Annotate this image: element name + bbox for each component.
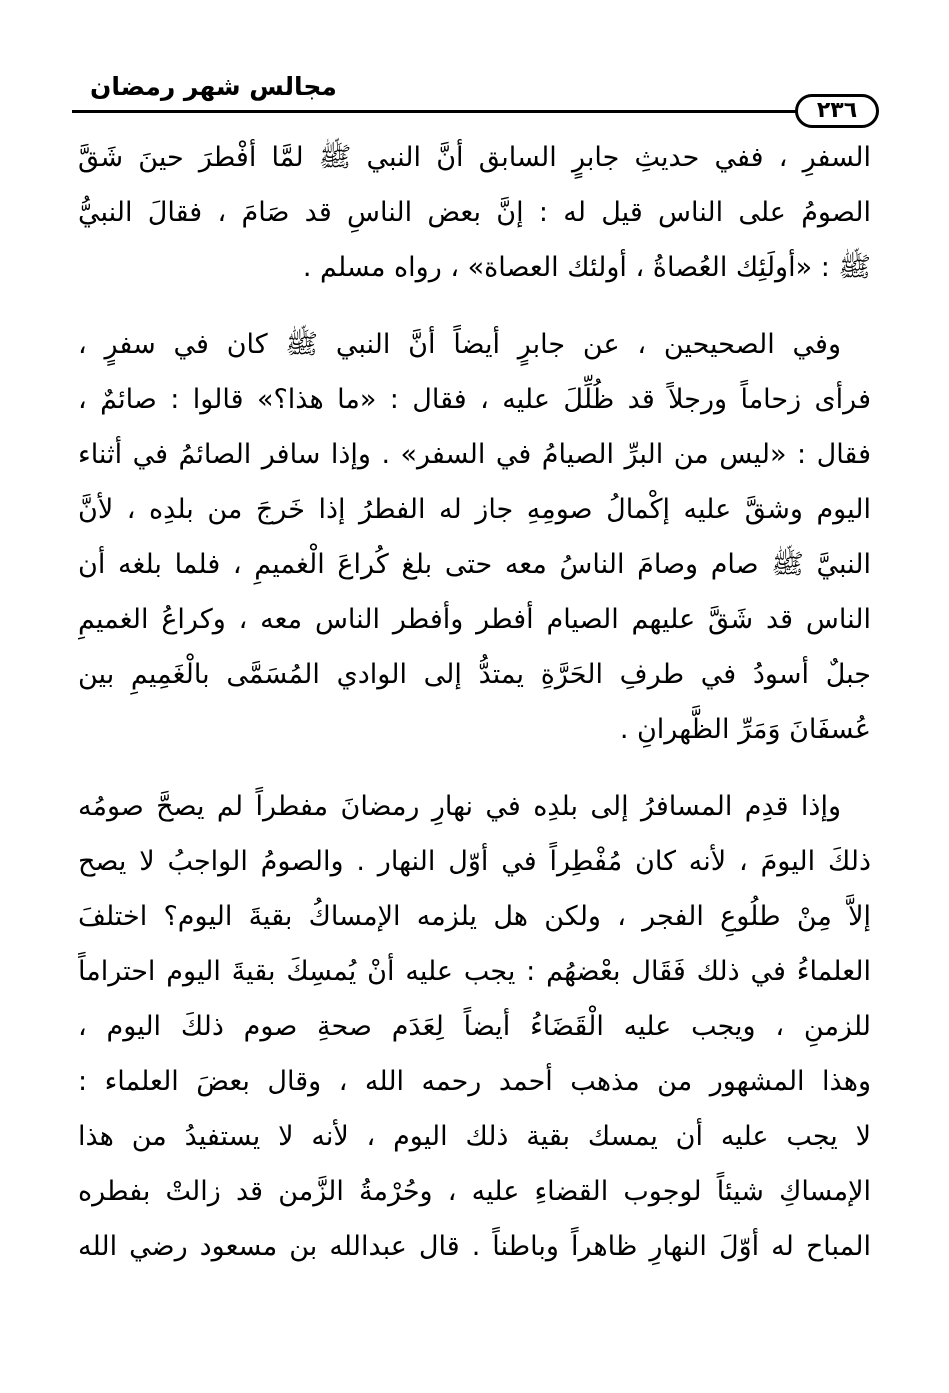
paragraph-gap [78,295,871,317]
book-title: مجالس شهر رمضان [90,72,337,101]
text-line: الناس قد شَقَّ عليهم الصيام أفطر وأفطر الناس معه ، وكراعُ الغميمِ [78,604,871,635]
page-number: ٢٣٦ [795,94,879,128]
text-line: وفي الصحيحين ، عن جابرٍ أيضاً أنَّ النبي ﷺ كان في سفرٍ ، [78,329,841,360]
text-line: وإذا قدِم المسافرُ إلى بلدِه في نهارِ رمضانَ مفطراً لم يصحَّ صومُه [78,791,841,822]
text-line: لا يجب عليه أن يمسك بقية ذلك اليوم ، لأنه لا يستفيدُ من هذا [78,1121,871,1152]
text-line: المباح له أوّلَ النهارِ ظاهراً وباطناً . قال عبدالله بن مسعود رضي الله [78,1231,871,1262]
paragraph-1 [78,130,871,295]
body-text [78,130,871,1274]
text-line: عُسفَانَ وَمَرِّ الظَّهرانِ . [619,714,871,745]
text-line: إلاَّ مِنْ طلُوعِ الفجر ، ولكن هل يلزمه الإمساكُ بقيةَ اليوم؟ اختلفَ [78,901,871,932]
header-rule [72,110,799,113]
page-header [72,70,879,126]
text-line: فرأى زحاماً ورجلاً قد ظُلِّلَ عليه ، فقال : «ما هذا؟» قالوا : صائمٌ ، [78,384,871,415]
text-line: اليوم وشقَّ عليه إكْمالُ صومِهِ جاز له الفطرُ إذا خَرجَ من بلدِه ، لأنَّ [78,494,871,525]
text-line: فقال : «ليس من البرِّ الصيامُ في السفر» . وإذا سافر الصائمُ في أثناء [78,439,871,470]
text-line: للزمنِ ، ويجب عليه الْقَضَاءُ أيضاً لِعَدَم صحةِ صوم ذلكَ اليوم ، [78,1011,871,1042]
text-line: الإمساكِ شيئاً لوجوب القضاءِ عليه ، وحُرْمةُ الزَّمن قد زالتْ بفطره [78,1176,871,1207]
paragraph-gap [78,757,871,779]
paragraph-2 [78,317,871,757]
text-line: وهذا المشهور من مذهب أحمد رحمه الله ، وقال بعضَ العلماء : [78,1066,871,1097]
text-line: جبلٌ أسودُ في طرفِ الحَرَّةِ يمتدُّ إلى الوادي المُسَمَّى بالْغَمِيمِ بين [78,659,871,690]
text-line: النبيَّ ﷺ صام وصامَ الناسُ معه حتى بلغ كُراعَ الْغميمِ ، فلما بلغه أن [78,549,871,580]
text-line: الصومُ على الناس قيل له : إنَّ بعض الناسِ قد صَامَ ، فقالَ النبيُّ [78,197,871,228]
text-line: ذلكَ اليومَ ، لأنه كان مُفْطِراً في أوّل النهار . والصومُ الواجبُ لا يصح [78,846,871,877]
paragraph-3 [78,779,871,1274]
text-line: العلماءُ في ذلك فَقَال بعْضهُم : يجب عليه أنْ يُمسِكَ بقيةَ اليوم احتراماً [78,956,871,987]
text-line: ﷺ : «أولَئِك العُصاةُ ، أولئك العصاة» ، رواه مسلم . [302,252,871,283]
text-line: السفرِ ، ففي حديثِ جابرٍ السابق أنَّ النبي ﷺ لمَّا أفْطرَ حينَ شَقَّ [78,142,871,173]
